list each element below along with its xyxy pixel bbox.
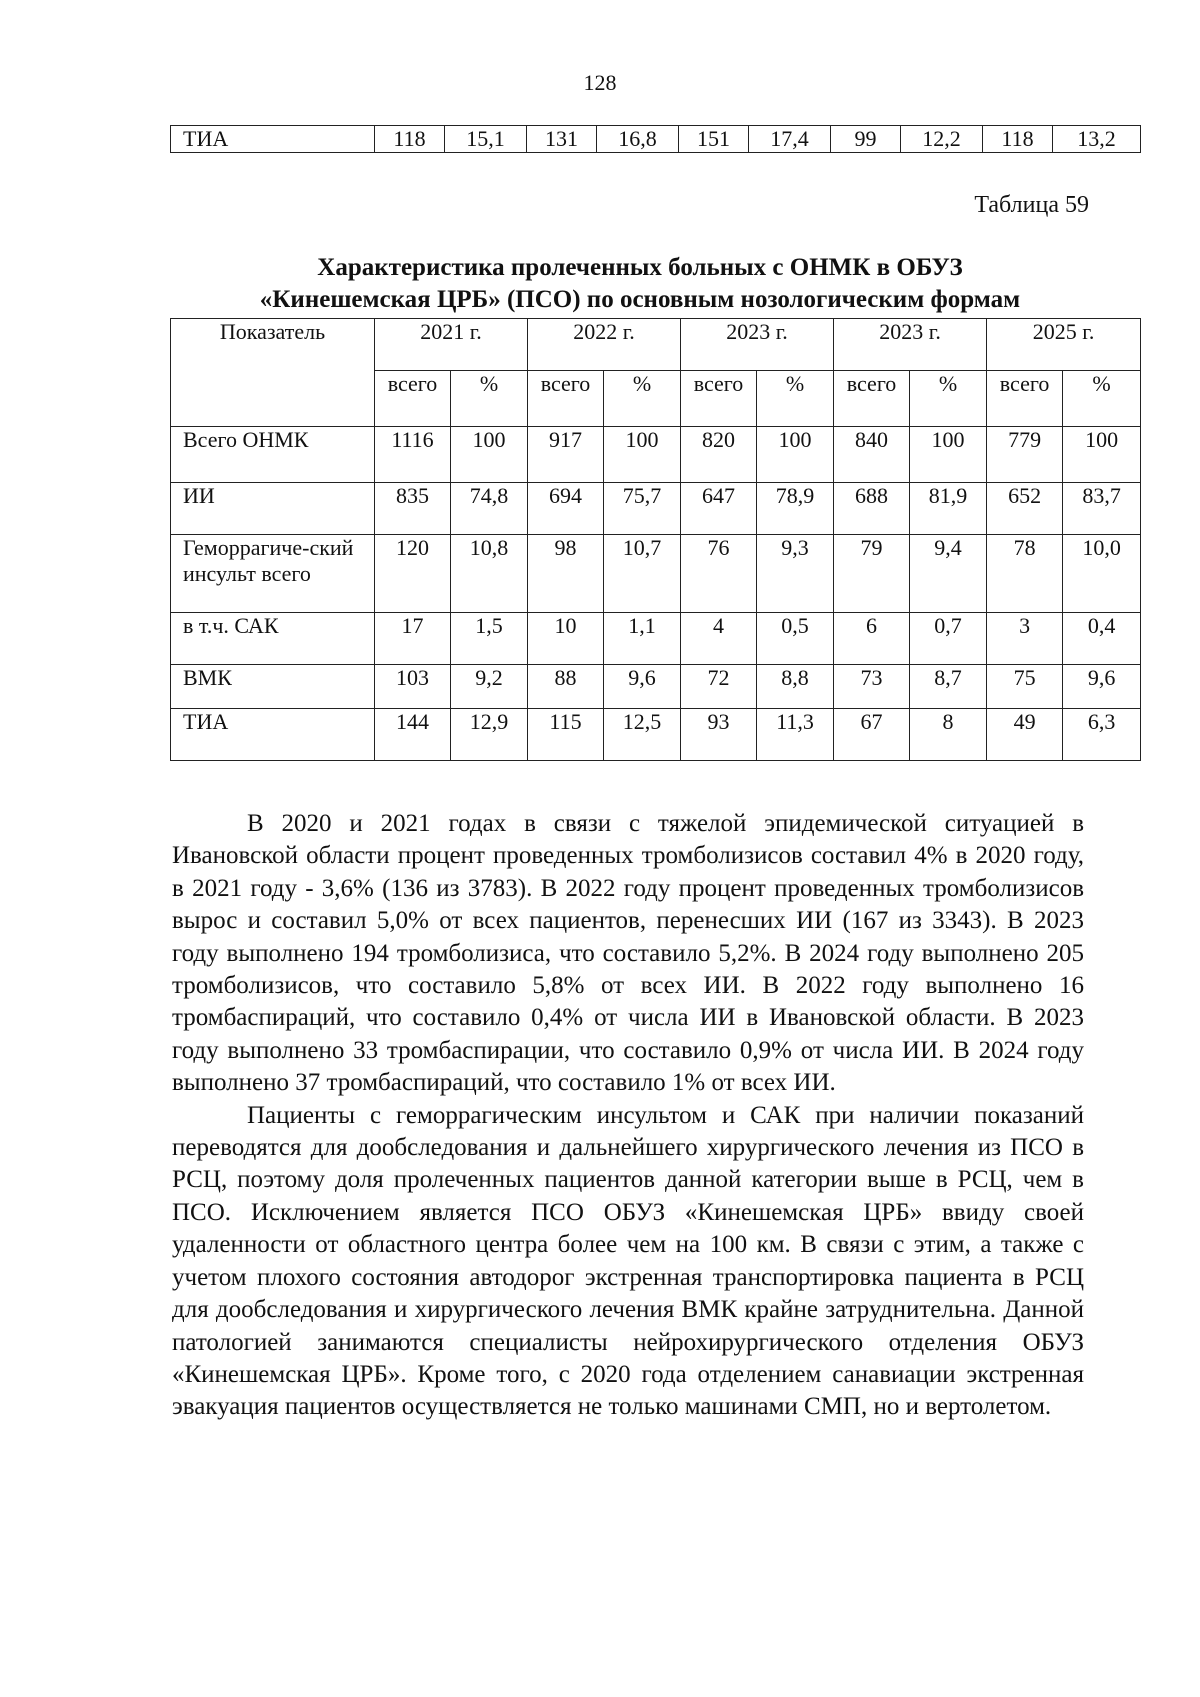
table-cell: 11,3 bbox=[757, 709, 834, 761]
paragraph: Пациенты с геморрагическим инсультом и САК при наличии показаний переводятся для дообследования и дальнейшего хирургического лечения из ПСО в РСЦ, поэтому доля пролеченных пациентов данной категории выше в РСЦ, чем в ПСО. Исключением является ПСО ОБУЗ «Кинешемская ЦРБ» ввиду своей удаленности от областного центра более чем на 100 км. В связи с этим, а также с учетом плохого состояния автодорог экстренная транспортировка пациента в РСЦ для дообследования и хирургического лечения ВМК крайне затруднительна. Данной патологией занимаются специалисты нейрохирургического отделения ОБУЗ «Кинешемская ЦРБ». Кроме того, с 2020 года отделением санавиации экстренная эвакуация пациентов осуществляется не только машинами СМП, но и вертолетом. bbox=[172, 1101, 1084, 1421]
table-cell: 0,7 bbox=[910, 613, 987, 665]
table-caption: Таблица 59 bbox=[974, 192, 1089, 218]
table-cell: 9,6 bbox=[1063, 665, 1141, 709]
table-row bbox=[171, 126, 1141, 153]
table-row bbox=[171, 709, 1141, 761]
paragraph: В 2020 и 2021 годах в связи с тяжелой эпидемической ситуацией в Ивановской области процент проведенных тромболизисов составил 4% в 2020 году, в 2021 году - 3,6% (136 из 3783). В 2022 году процент проведенных тромболизисов вырос и составил 5,0% от всех пациентов, перенесших ИИ (167 из 3343). В 2023 году выполнено 194 тромболизиса, что составило 5,2%. В 2024 году выполнено 205 тромболизисов, что составило 5,8% от всех ИИ. В 2022 году выполнено 16 тромбаспираций, что составило 0,4% от числа ИИ в Ивановской области. В 2023 году выполнено 33 тромбаспирации, что составило 0,9% от числа ИИ. В 2024 году выполнено 37 тромбаспираций, что составило 1% от всех ИИ. bbox=[172, 810, 1084, 1097]
table-cell: 100 bbox=[604, 427, 681, 483]
table-cell: 8,8 bbox=[757, 665, 834, 709]
table-cell: 88 bbox=[528, 665, 604, 709]
table-cell: 1,5 bbox=[451, 613, 528, 665]
table-cell: 917 bbox=[528, 427, 604, 483]
subheader-total: всего bbox=[528, 371, 604, 427]
table-cell: 83,7 bbox=[1063, 483, 1141, 535]
table-body bbox=[171, 427, 1141, 761]
table-title bbox=[160, 252, 1120, 316]
subheader-total: всего bbox=[375, 371, 451, 427]
subheader-total: всего bbox=[681, 371, 757, 427]
subheader-total: всего bbox=[834, 371, 910, 427]
year-header: 2023 г. bbox=[834, 319, 987, 371]
year-header: 2022 г. bbox=[528, 319, 681, 371]
table-row bbox=[171, 613, 1141, 665]
table-cell: 103 bbox=[375, 665, 451, 709]
row-label: ВМК bbox=[171, 665, 375, 709]
page-number: 128 bbox=[583, 70, 617, 95]
header-row bbox=[171, 319, 1141, 371]
row-label: ИИ bbox=[171, 483, 375, 535]
table-cell: 78,9 bbox=[757, 483, 834, 535]
table-cell: 144 bbox=[375, 709, 451, 761]
year-header: 2025 г. bbox=[987, 319, 1141, 371]
table-cell: 118 bbox=[375, 126, 445, 153]
table-cell: 13,2 bbox=[1053, 126, 1141, 153]
indicator-header: Показатель bbox=[171, 319, 375, 427]
table-row bbox=[171, 483, 1141, 535]
table-row bbox=[171, 427, 1141, 483]
table-cell: 820 bbox=[681, 427, 757, 483]
table-cell: 12,9 bbox=[451, 709, 528, 761]
table-cell: 8,7 bbox=[910, 665, 987, 709]
row-label: в т.ч. САК bbox=[171, 613, 375, 665]
table-cell: 840 bbox=[834, 427, 910, 483]
subheader-percent: % bbox=[604, 371, 681, 427]
table-cell: 15,1 bbox=[445, 126, 527, 153]
table-cell: 131 bbox=[527, 126, 597, 153]
row-label: ТИА bbox=[171, 709, 375, 761]
table-cell: 9,4 bbox=[910, 535, 987, 613]
table-cell: 12,2 bbox=[901, 126, 983, 153]
table-row bbox=[171, 665, 1141, 709]
table-cell: 9,6 bbox=[604, 665, 681, 709]
table-cell: 652 bbox=[987, 483, 1063, 535]
table-cell: 74,8 bbox=[451, 483, 528, 535]
body-text bbox=[172, 808, 1084, 1424]
table-cell: 72 bbox=[681, 665, 757, 709]
table-cell: 10,8 bbox=[451, 535, 528, 613]
table-cell: 75,7 bbox=[604, 483, 681, 535]
subheader-percent: % bbox=[910, 371, 987, 427]
table-cell: 0,4 bbox=[1063, 613, 1141, 665]
table-cell: 9,3 bbox=[757, 535, 834, 613]
subheader-percent: % bbox=[451, 371, 528, 427]
nosology-table bbox=[170, 318, 1141, 761]
table-cell: 694 bbox=[528, 483, 604, 535]
table-cell: 10,0 bbox=[1063, 535, 1141, 613]
table-cell: 6,3 bbox=[1063, 709, 1141, 761]
year-header: 2021 г. bbox=[375, 319, 528, 371]
subheader-total: всего bbox=[987, 371, 1063, 427]
table-cell: 835 bbox=[375, 483, 451, 535]
table-cell: 17 bbox=[375, 613, 451, 665]
table-cell: 16,8 bbox=[597, 126, 679, 153]
table-cell: 100 bbox=[757, 427, 834, 483]
table-cell: 118 bbox=[983, 126, 1053, 153]
table-cell: 76 bbox=[681, 535, 757, 613]
table-cell: 688 bbox=[834, 483, 910, 535]
table-cell: 81,9 bbox=[910, 483, 987, 535]
subheader-percent: % bbox=[757, 371, 834, 427]
table-cell: 10,7 bbox=[604, 535, 681, 613]
table-cell: 79 bbox=[834, 535, 910, 613]
table-cell: 78 bbox=[987, 535, 1063, 613]
table-cell: 100 bbox=[451, 427, 528, 483]
table-row bbox=[171, 535, 1141, 613]
table-cell: 49 bbox=[987, 709, 1063, 761]
table-cell: 100 bbox=[910, 427, 987, 483]
table-cell: 12,5 bbox=[604, 709, 681, 761]
table-cell: 120 bbox=[375, 535, 451, 613]
table-title-line: Характеристика пролеченных больных с ОНМК в ОБУЗ bbox=[317, 254, 963, 281]
table-cell: 98 bbox=[528, 535, 604, 613]
table-cell: 73 bbox=[834, 665, 910, 709]
row-label: Всего ОНМК bbox=[171, 427, 375, 483]
table-cell: 8 bbox=[910, 709, 987, 761]
table-cell: 93 bbox=[681, 709, 757, 761]
table-cell: 99 bbox=[831, 126, 901, 153]
table-cell: 647 bbox=[681, 483, 757, 535]
table-cell: 67 bbox=[834, 709, 910, 761]
table-cell: 115 bbox=[528, 709, 604, 761]
table-cell: 75 bbox=[987, 665, 1063, 709]
table-cell: 3 bbox=[987, 613, 1063, 665]
table-cell: 6 bbox=[834, 613, 910, 665]
table-title-line: «Кинешемская ЦРБ» (ПСО) по основным нозологическим формам bbox=[259, 286, 1021, 313]
row-label: Геморрагиче-ский инсульт всего bbox=[171, 535, 375, 613]
table-cell: 779 bbox=[987, 427, 1063, 483]
year-header: 2023 г. bbox=[681, 319, 834, 371]
table-cell: 1116 bbox=[375, 427, 451, 483]
table-cell: 17,4 bbox=[749, 126, 831, 153]
subheader-percent: % bbox=[1063, 371, 1141, 427]
table-cell: 4 bbox=[681, 613, 757, 665]
table-cell: 9,2 bbox=[451, 665, 528, 709]
previous-table-tail bbox=[170, 125, 1141, 153]
table-cell: 1,1 bbox=[604, 613, 681, 665]
table-cell: 0,5 bbox=[757, 613, 834, 665]
row-label: ТИА bbox=[171, 126, 375, 153]
table-cell: 151 bbox=[679, 126, 749, 153]
table-cell: 10 bbox=[528, 613, 604, 665]
table-cell: 100 bbox=[1063, 427, 1141, 483]
